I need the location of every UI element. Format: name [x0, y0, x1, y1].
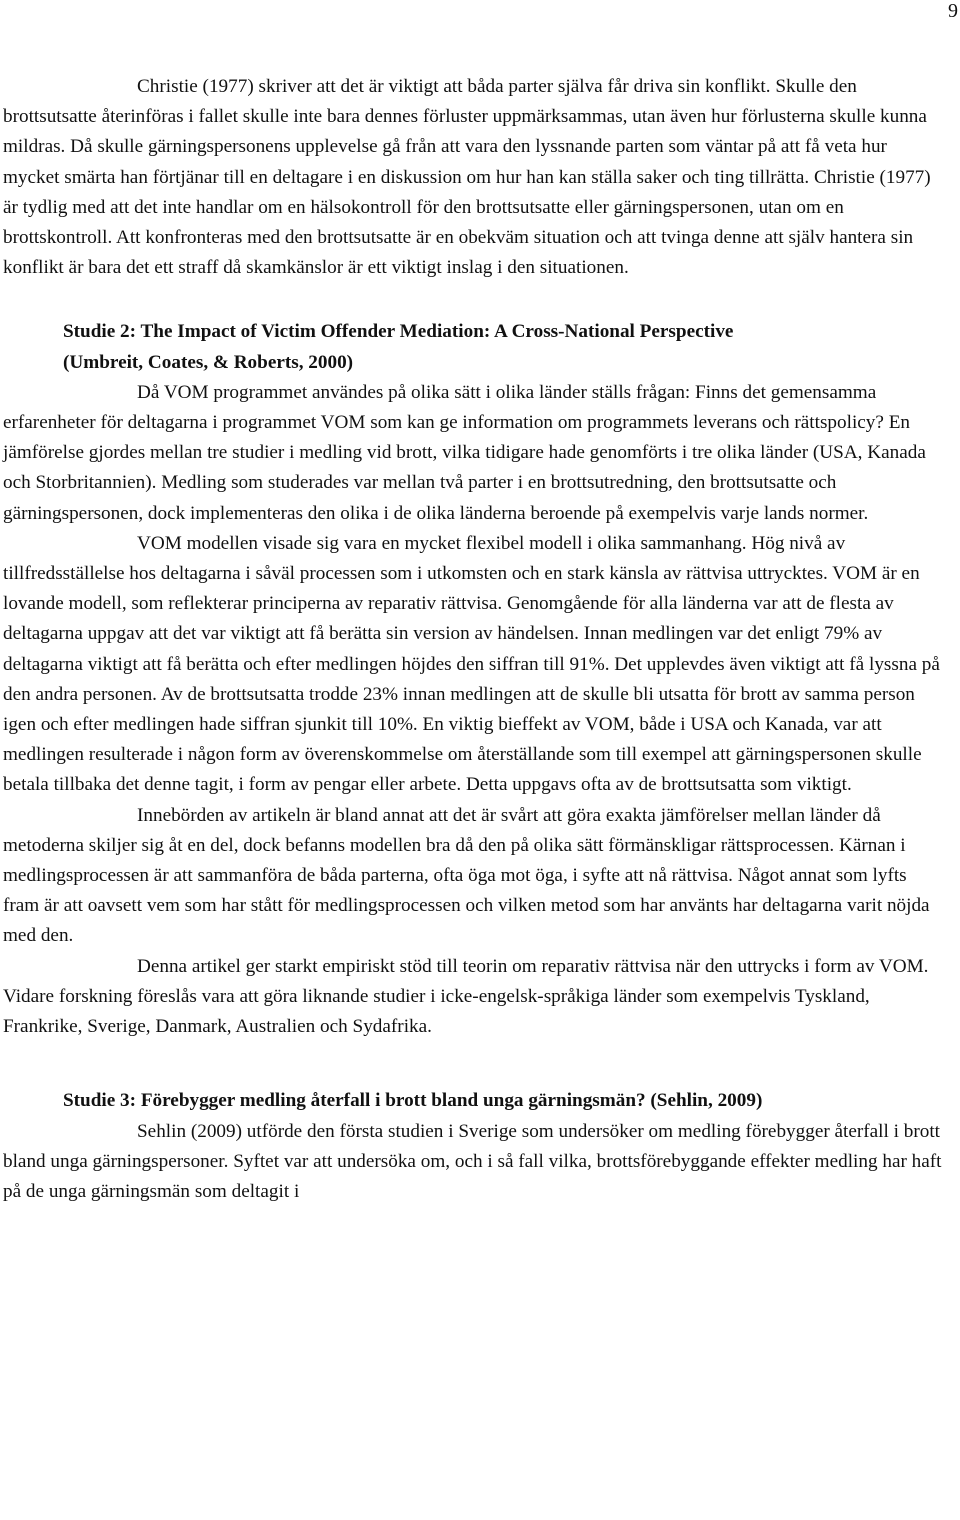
intro-paragraph: Christie (1977) skriver att det är viktigt att båda parter själva får driva sin konflikt. Skulle den brottsutsatte återinföras i fallet skulle inte bara dennes förluster uppmärksammas, utan även hur förlusterna skulle kunna mildras. Då skulle gärningspersonens upplevelse gå från att vara den lyssnande parten som väntar på att få veta hur mycket smärta han förtjänar till en deltagare i en diskussion om hur han kan ställa saker och ting tillrätta. Christie (1977) är tydlig med att det inte handlar om en hälsokontroll för den brottsutsatte eller gärningspersonen, utan om en brottskontroll. Att konfronteras med den brottsutsatte är en obekväm situation och att tvinga denne att själv hantera sin konflikt är bara det ett straff då skamkänslor är ett viktigt inslag i den situationen.: [3, 76, 931, 279]
page-body: [3, 72, 943, 1207]
page-number: 9: [948, 0, 958, 22]
study3-paragraph-1: Sehlin (2009) utförde den första studien i Sverige som undersöker om medling förebygger återfall i brott bland unga gärningspersoner. Syftet var att undersöka om, och i så fall vilka, brottsförebyggande effekter medling har haft på de unga gärningsmän som deltagit i: [3, 1120, 942, 1202]
study2-heading-line1: Studie 2: The Impact of Victim Offender Mediation: A Cross-National Perspective: [63, 321, 734, 343]
section-gap: [3, 1042, 943, 1086]
study3-heading: Studie 3: Förebygger medling återfall i brott bland unga gärningsmän? (Sehlin, 2009): [63, 1090, 763, 1112]
study2-paragraph-3: Innebörden av artikeln är bland annat att det är svårt att göra exakta jämförelser mellan länder då metoderna skiljer sig åt en del, dock befanns modellen bra då den på olika sätt förmänskligar rättsprocessen. Kärnan i medlingsprocessen är att sammanföra de båda parterna, ofta öga mot öga, i syfte att nå rättvisa. Något annat som lyfts fram är att oavsett vem som har stått för medlingsprocessen och vilken metod som har använts har deltagarna varit nöjda med den.: [3, 804, 930, 947]
study2-paragraph-1: Då VOM programmet användes på olika sätt i olika länder ställs frågan: Finns det gemensamma erfarenheter för deltagarna i programmet VOM som kan ge information om programmets leverans och rättspolicy? En jämförelse gjordes mellan tre studier i medling vid brott, vilka tidigare hade genomförts i tre olika länder (USA, Kanada och Storbritannien). Medling som studerades var mellan två parter i en brottsutredning, den brottsutsatte och gärningspersonen, dock implementeras den olika i de olika länderna beroende på exempelvis varje lands normer.: [3, 381, 926, 524]
study2-paragraph-2: VOM modellen visade sig vara en mycket flexibel modell i olika sammanhang. Hög nivå av tillfredsställelse hos deltagarna i såväl processen som i utkomsten och en stark känsla av rättvisa uttrycktes. VOM är en lovande modell, som reflekterar principerna av reparativ rättvisa. Genomgående för alla länderna var att de flesta av deltagarna uppgav att det var viktigt att få berätta sin version av händelsen. Innan medlingen var det enligt 79% av deltagarna viktigt att få berätta och efter medlingen höjdes den siffran till 91%. Det upplevdes även viktigt att få lyssna på den andra personen. Av de brottsutsatta trodde 23% innan medlingen att de skulle bli utsatta för brott av samma person igen och efter medlingen hade siffran sjunkit till 10%. En viktig bieffekt av VOM, både i USA och Kanada, var att medlingen resulterade i någon form av överenskommelse om återställande som till exempel att gärningspersonen skulle betala tillbaka det denne tagit, i form av pengar eller arbete. Detta uppgavs ofta av de brottsutsatta som viktigt.: [3, 532, 940, 796]
section-gap: [3, 283, 943, 317]
study2-heading: [3, 317, 943, 377]
study2-paragraph-4: Denna artikel ger starkt empiriskt stöd till teorin om reparativ rättvisa när den uttrycks i form av VOM. Vidare forskning föreslås vara att göra liknande studier i icke-engelsk-språkiga länder som exempelvis Tyskland, Frankrike, Sverige, Danmark, Australien och Sydafrika.: [3, 955, 929, 1038]
study2-heading-line2: (Umbreit, Coates, & Roberts, 2000): [63, 351, 354, 373]
